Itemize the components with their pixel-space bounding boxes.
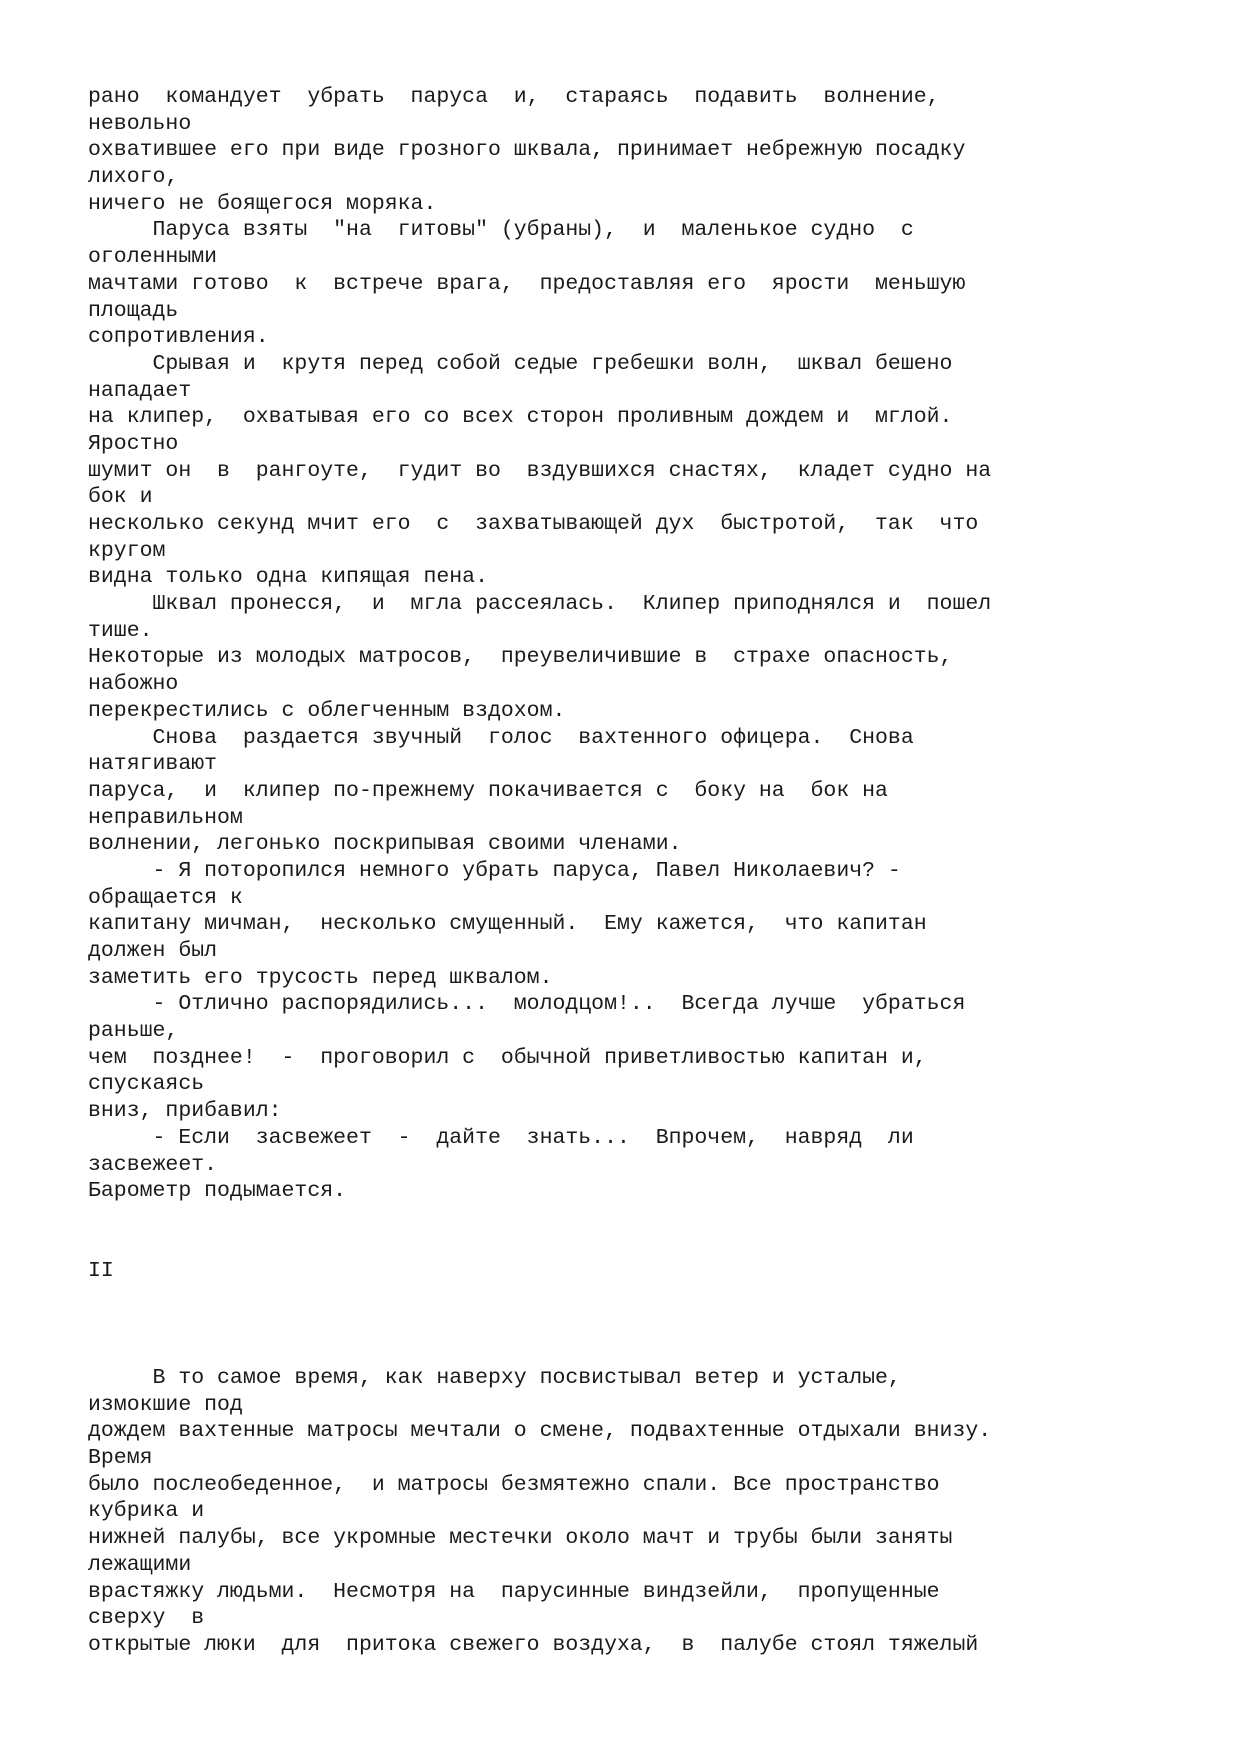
text-line: измокшие под bbox=[88, 1392, 243, 1417]
text-line: нижней палубы, все укромные местечки около мачт и трубы были заняты bbox=[88, 1526, 953, 1551]
text-line: сверху в bbox=[88, 1606, 205, 1631]
text-line: чем позднее! - проговорил с обычной приветливостью капитан и, bbox=[88, 1045, 927, 1070]
text-line: раньше, bbox=[88, 1019, 179, 1044]
text-line: оголенными bbox=[88, 245, 218, 270]
text-line: тише. bbox=[88, 618, 153, 643]
chapter-heading: II bbox=[88, 1259, 114, 1284]
text-line: было послеобеденное, и матросы безмятежно спали. Все пространство bbox=[88, 1472, 940, 1497]
text-line: Снова раздается звучный голос вахтенного офицера. Снова bbox=[88, 725, 914, 750]
text-line: бок и bbox=[88, 485, 153, 510]
document-page bbox=[88, 84, 1208, 1659]
text-line: мачтами готово к встрече врага, предоставляя его ярости меньшую bbox=[88, 271, 966, 296]
text-line: охватившее его при виде грозного шквала, принимает небрежную посадку bbox=[88, 138, 966, 163]
text-line: дождем вахтенные матросы мечтали о смене, подвахтенные отдыхали внизу. bbox=[88, 1419, 992, 1444]
text-line: В то самое время, как наверху посвистывал ветер и усталые, bbox=[88, 1366, 901, 1391]
text-line: - Отлично распорядились... молодцом!.. Всегда лучше убраться bbox=[88, 992, 966, 1017]
spacer bbox=[88, 1285, 1208, 1365]
text-line: нападает bbox=[88, 378, 192, 403]
text-line: Срывая и крутя перед собой седые гребешки волн, шквал бешено bbox=[88, 351, 953, 376]
text-line: заметить его трусость перед шквалом. bbox=[88, 965, 553, 990]
text-line: площадь bbox=[88, 298, 179, 323]
text-line: видна только одна кипящая пена. bbox=[88, 565, 488, 590]
text-line: рано командует убрать паруса и, стараясь подавить волнение, bbox=[88, 85, 940, 109]
text-line: Яростно bbox=[88, 431, 179, 456]
spacer bbox=[88, 1205, 1208, 1258]
text-line: кругом bbox=[88, 538, 166, 563]
text-line: врастяжку людьми. Несмотря на парусинные виндзейли, пропущенные bbox=[88, 1579, 940, 1604]
text-line: кубрика и bbox=[88, 1499, 205, 1524]
text-line: спускаясь bbox=[88, 1072, 205, 1097]
text-line: - Если засвежеет - дайте знать... Впрочем, навряд ли bbox=[88, 1125, 914, 1150]
text-line: паруса, и клипер по-прежнему покачивается с боку на бок на bbox=[88, 778, 888, 803]
text-line: несколько секунд мчит его с захватывающей дух быстротой, так что bbox=[88, 512, 979, 536]
text-line: лежащими bbox=[88, 1552, 192, 1577]
text-line: - Я поторопился немного убрать паруса, Павел Николаевич? - bbox=[88, 858, 901, 883]
text-line: натягивают bbox=[88, 752, 218, 777]
text-line: лихого, bbox=[88, 165, 179, 190]
text-line: Шквал пронесся, и мгла рассеялась. Клипер приподнялся и пошел bbox=[88, 592, 992, 617]
text-line: сопротивления. bbox=[88, 325, 269, 350]
text-line: неправильном bbox=[88, 805, 243, 830]
text-line: Время bbox=[88, 1446, 153, 1471]
text-block-2 bbox=[88, 1365, 1208, 1659]
text-line: шумит он в рангоуте, гудит во вздувшихся снастях, кладет судно на bbox=[88, 458, 992, 483]
text-line: невольно bbox=[88, 111, 192, 136]
text-line: засвежеет. bbox=[88, 1152, 218, 1177]
text-line: вниз, прибавил: bbox=[88, 1099, 282, 1124]
text-line: волнении, легонько поскрипывая своими членами. bbox=[88, 832, 682, 857]
text-line: Некоторые из молодых матросов, преувеличившие в страхе опасность, bbox=[88, 645, 953, 670]
text-line: обращается к bbox=[88, 885, 243, 910]
text-line: на клипер, охватывая его со всех сторон проливным дождем и мглой. bbox=[88, 405, 953, 430]
text-line: набожно bbox=[88, 672, 179, 697]
text-line: капитану мичман, несколько смущенный. Ему кажется, что капитан bbox=[88, 912, 927, 937]
text-line: должен был bbox=[88, 939, 218, 963]
text-line: открытые люки для притока свежего воздуха, в палубе стоял тяжелый bbox=[88, 1632, 979, 1657]
text-line: перекрестились с облегченным вздохом. bbox=[88, 698, 566, 723]
text-line: Барометр подымается. bbox=[88, 1179, 347, 1204]
text-line: ничего не боящегося моряка. bbox=[88, 191, 437, 216]
text-block-1 bbox=[88, 84, 1208, 1205]
text-line: Паруса взяты "на гитовы" (убраны), и маленькое судно с bbox=[88, 218, 914, 243]
